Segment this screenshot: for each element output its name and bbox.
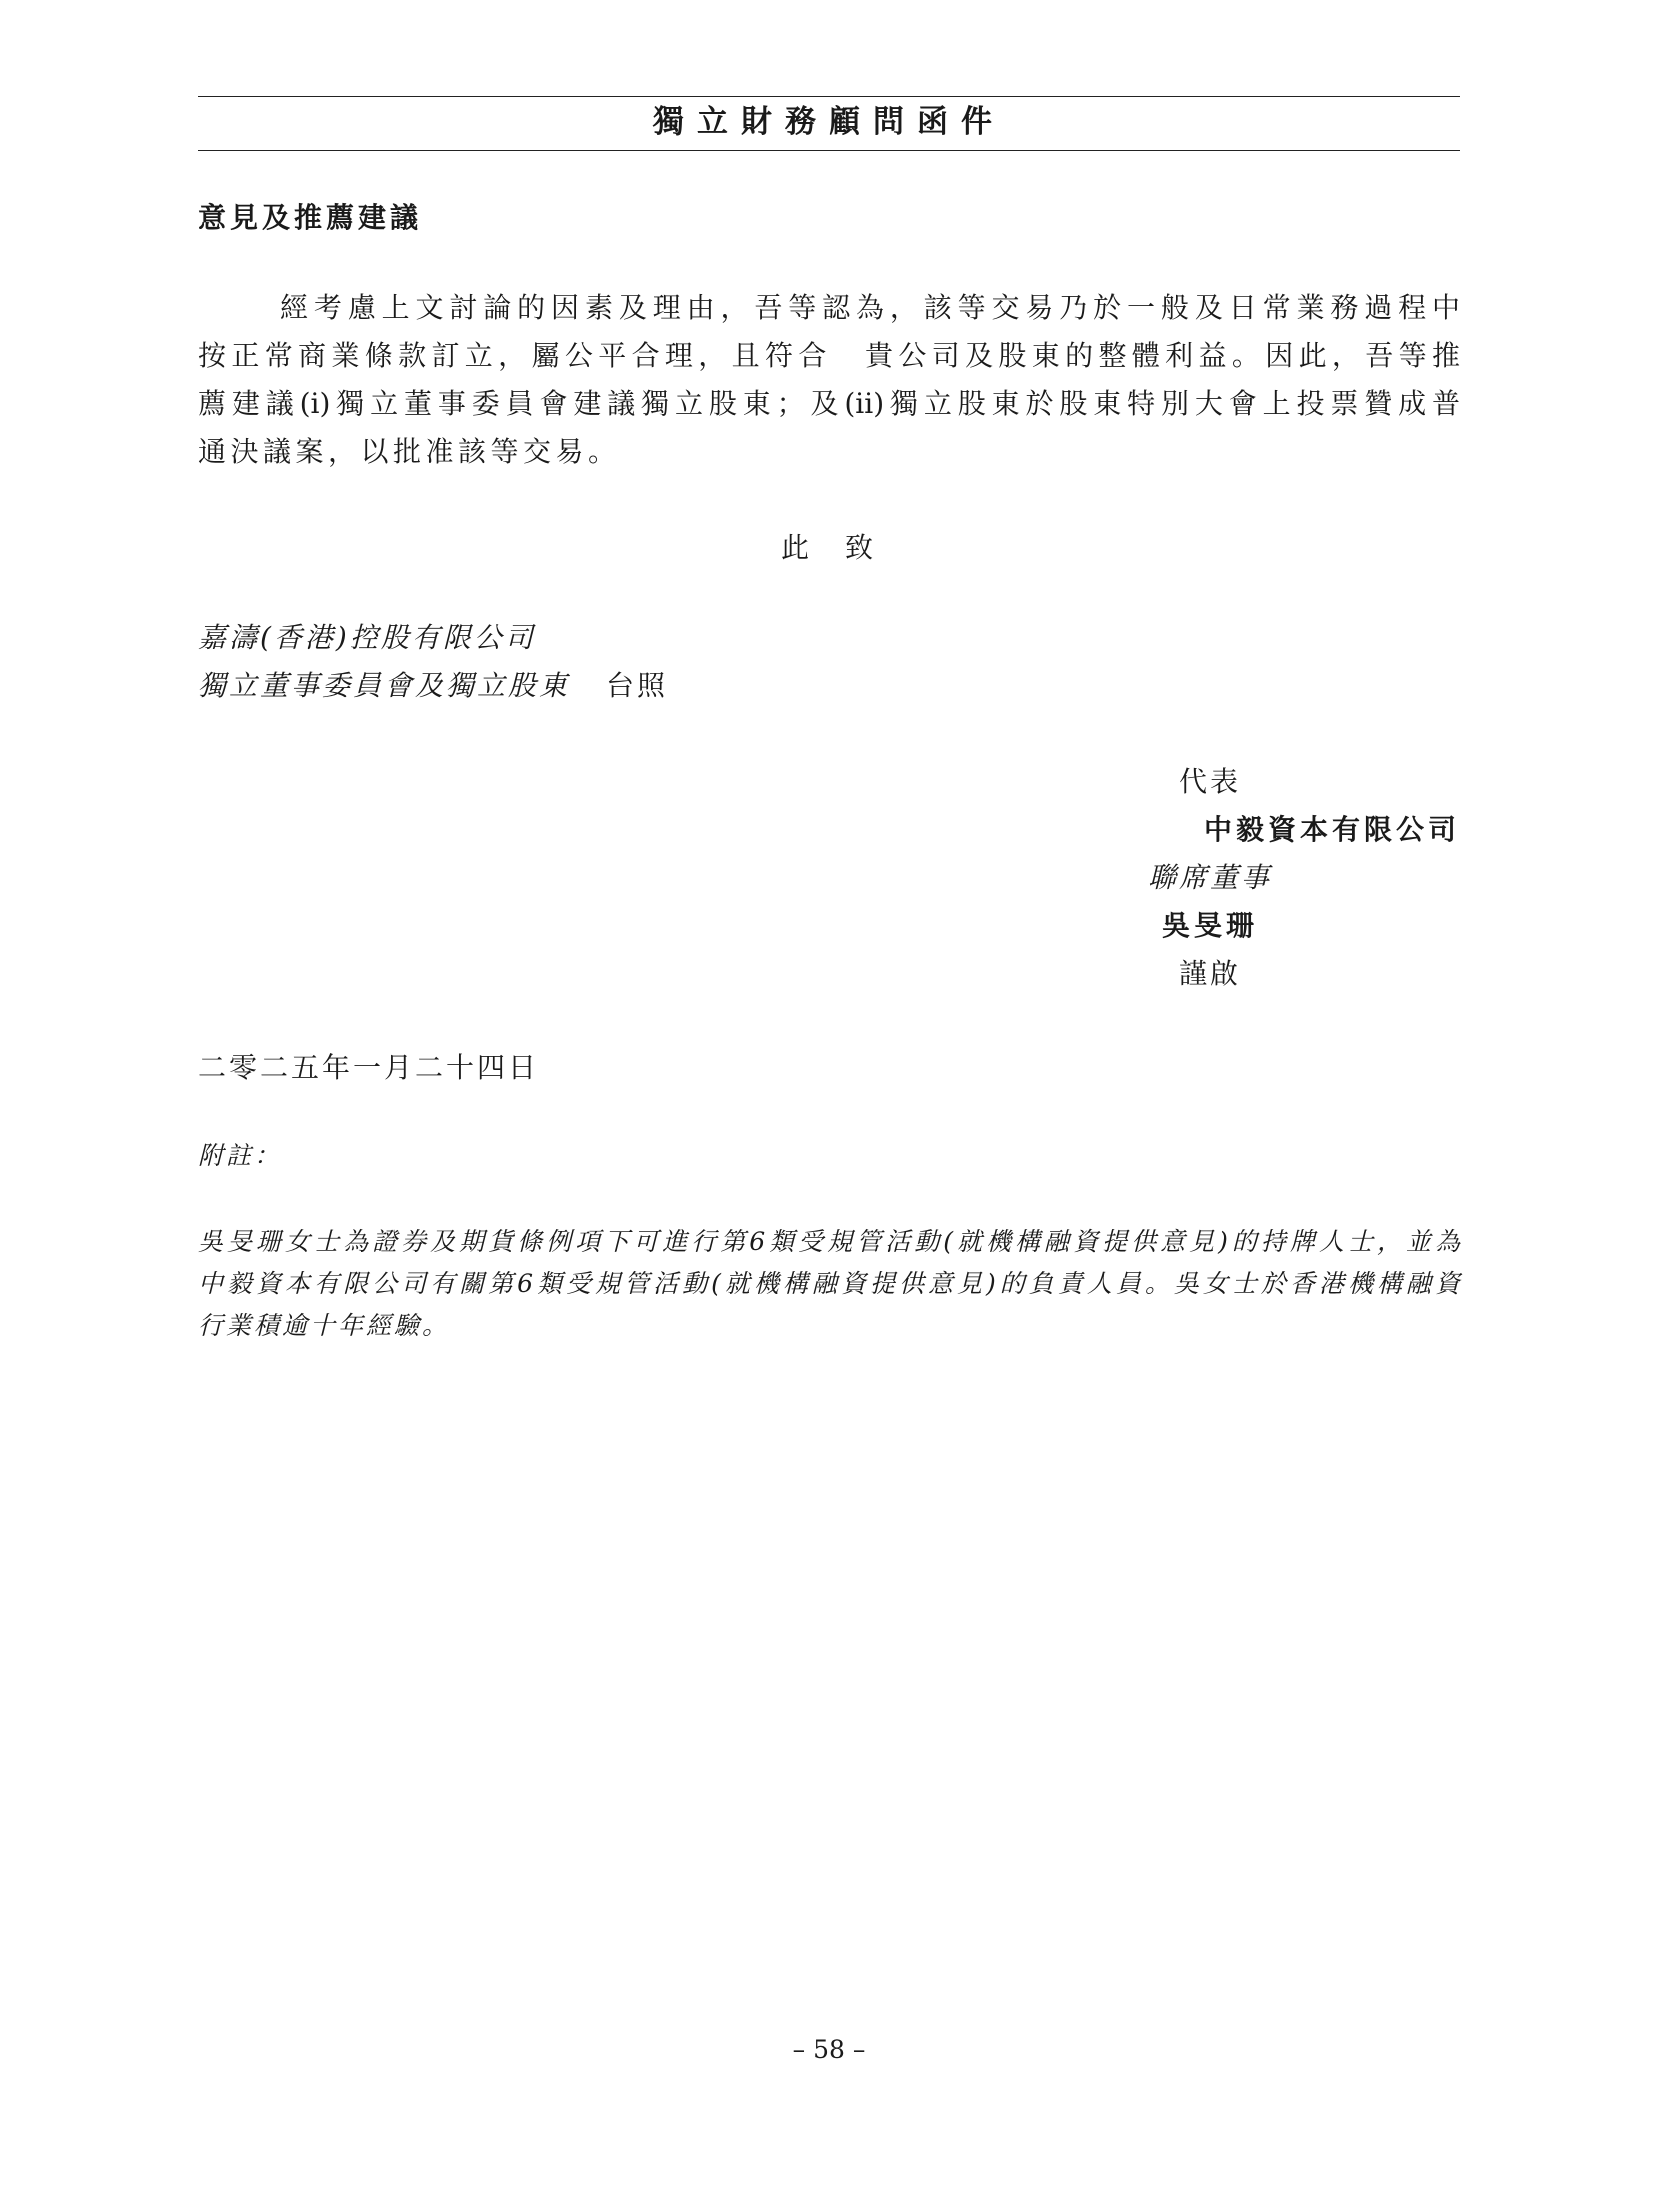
document-page — [198, 0, 1460, 2205]
page-header-title: 獨立財務顧問函件 — [653, 104, 1005, 140]
note-line: 中毅資本有限公司有關第6類受規管活動(就機構融資提供意見)的負責人員。吳女士於香港機構融資 — [198, 1269, 1460, 1298]
addressee-recipients-text: 獨立董事委員會及獨立股東 — [198, 669, 571, 702]
notes-label: 附註： — [198, 1141, 283, 1170]
header-top-rule — [198, 96, 1460, 97]
page-number: – 58 – — [792, 2035, 866, 2064]
addressee-recipients — [198, 666, 668, 706]
signature-closing: 謹啟 — [1178, 957, 1241, 990]
paragraph-line: 通決議案，以批准該等交易。 — [198, 435, 621, 468]
signature-firm: 中毅資本有限公司 — [1203, 813, 1460, 846]
note-line: 吳旻珊女士為證券及期貨條例項下可進行第6類受規管活動(就機構融資提供意見)的持牌人士，並為 — [198, 1227, 1460, 1256]
paragraph-line: 按正常商業條款訂立，屬公平合理，且符合 貴公司及股東的整體利益。因此，吾等推 — [198, 339, 1460, 372]
addressee-company: 嘉濤(香港)控股有限公司 — [198, 621, 536, 654]
salutation: 此 致 — [780, 531, 877, 564]
signature-on-behalf: 代表 — [1178, 765, 1241, 798]
signature-name: 吳旻珊 — [1161, 909, 1258, 942]
paragraph-line: 薦建議(i)獨立董事委員會建議獨立股東；及(ii)獨立股東於股東特別大會上投票贊成普 — [198, 387, 1460, 420]
note-line: 行業積逾十年經驗。 — [198, 1311, 451, 1340]
header-bottom-rule — [198, 150, 1460, 151]
addressee-closing: 台照 — [606, 669, 669, 702]
paragraph-line: 經考慮上文討論的因素及理由，吾等認為，該等交易乃於一般及日常業務過程中 — [280, 291, 1460, 324]
section-heading: 意見及推薦建議 — [198, 201, 423, 234]
letter-date: 二零二五年一月二十四日 — [198, 1051, 540, 1084]
signature-position: 聯席董事 — [1147, 861, 1272, 894]
